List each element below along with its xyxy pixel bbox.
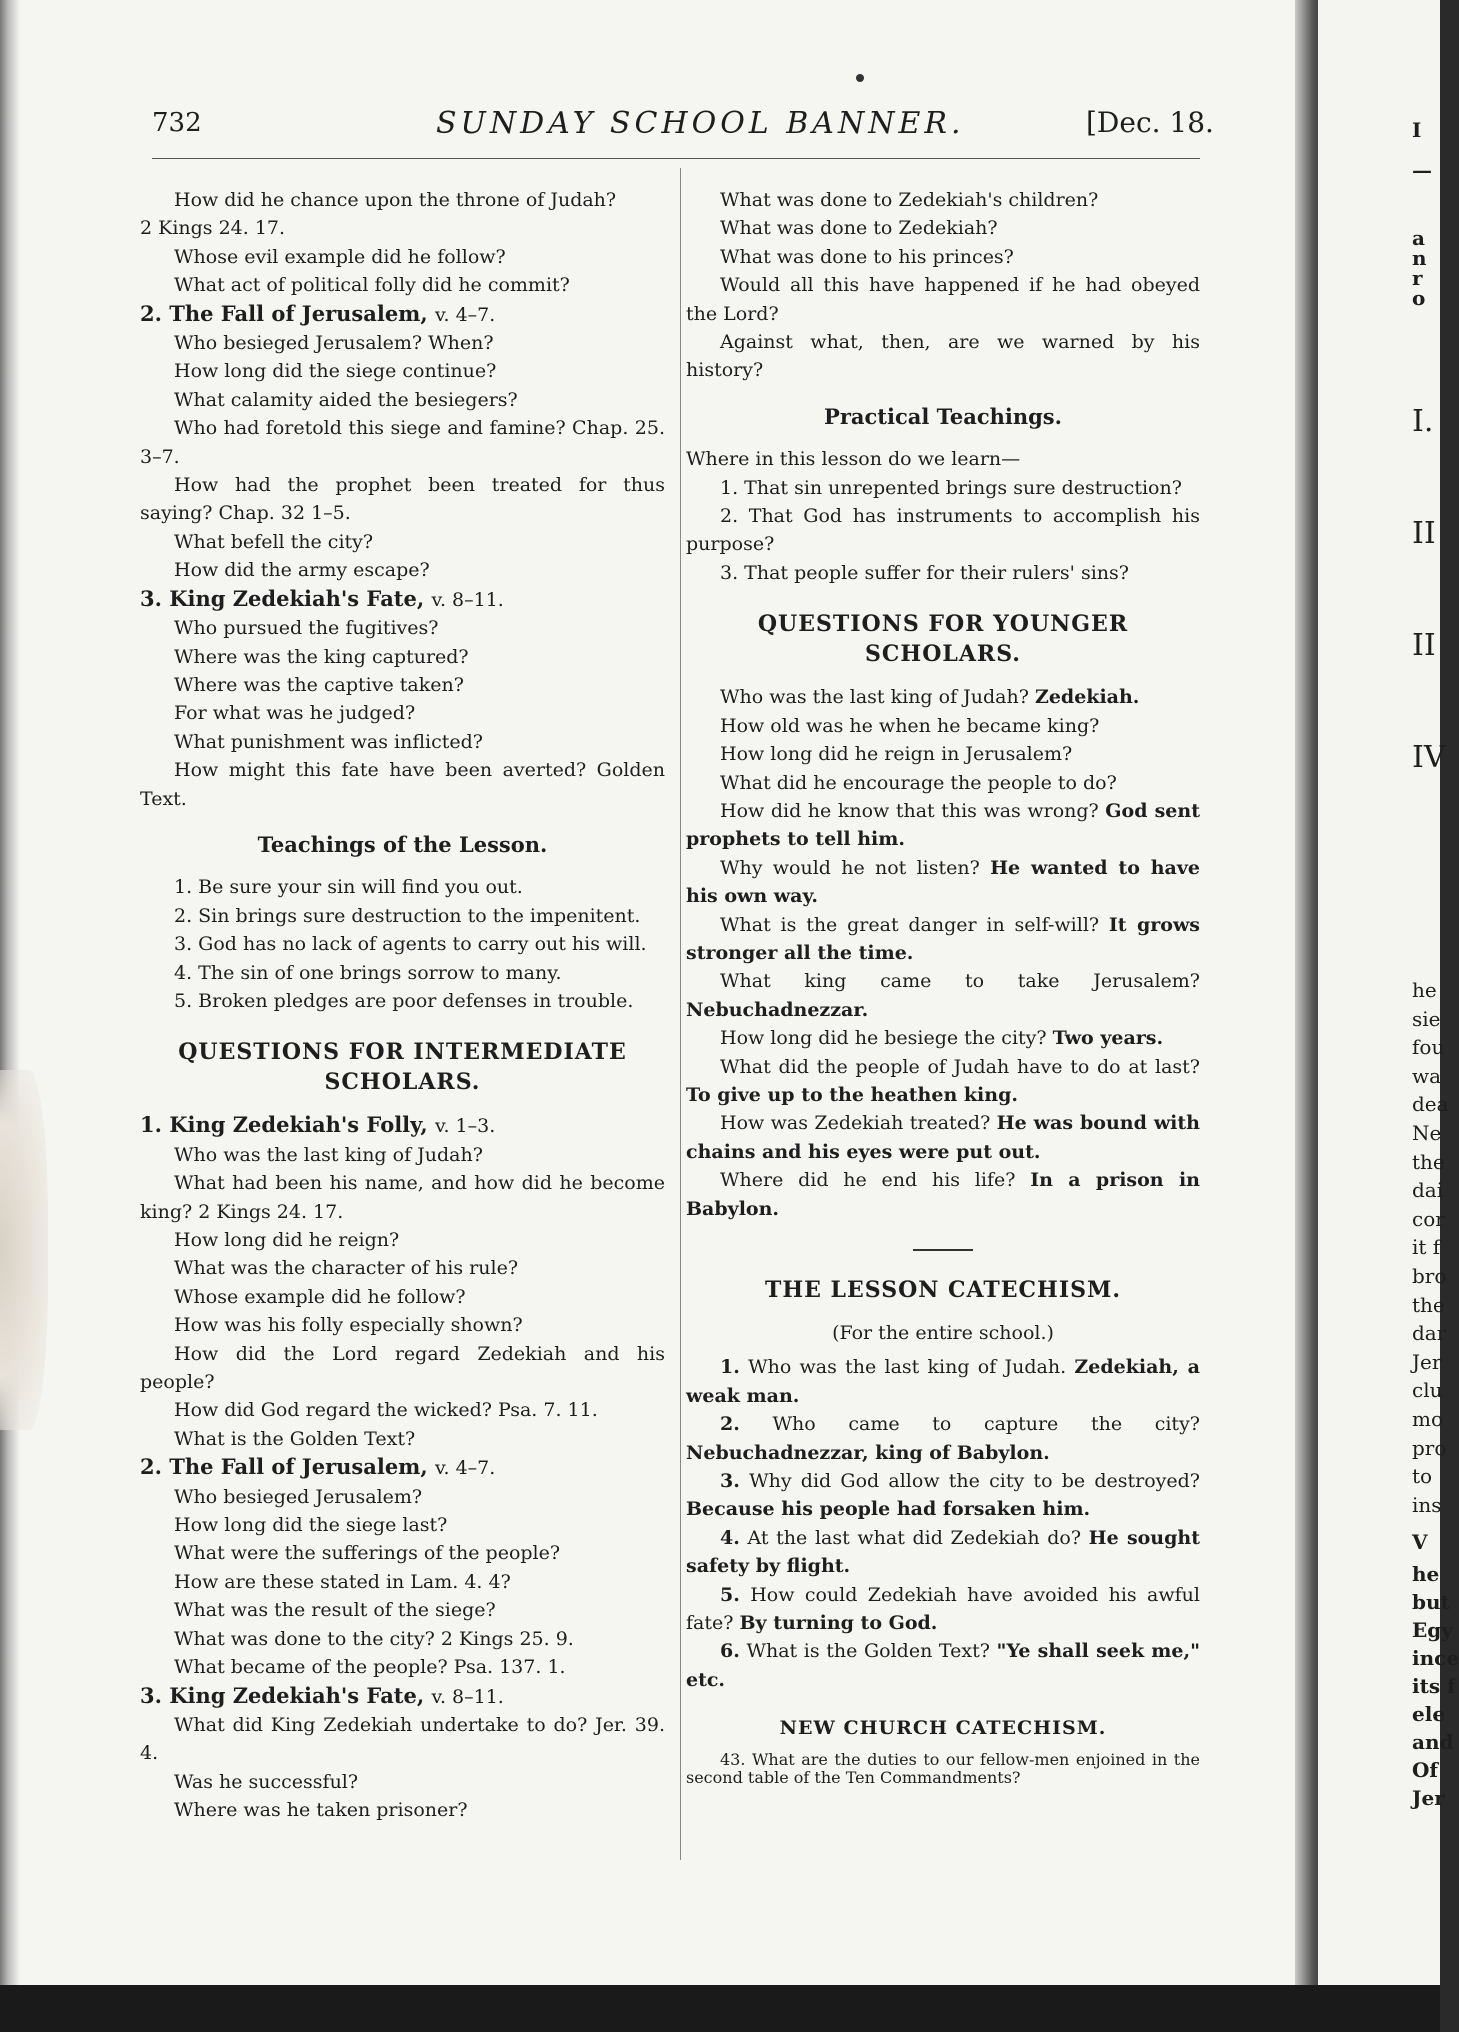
fragment-word: Ne — [1412, 1121, 1442, 1145]
question-line — [140, 643, 665, 671]
question-line — [140, 1625, 665, 1653]
question-line — [140, 528, 665, 556]
question-text: What is the Golden Text? — [746, 1640, 990, 1663]
item-number: 1. — [720, 1356, 740, 1379]
question-text: Who pursued the fugitives? — [174, 617, 439, 640]
teaching-item: 4. The sin of one brings sorrow to many. — [174, 961, 562, 984]
right-column — [686, 186, 1200, 1787]
teaching-item: 2. Sin brings sure destruction to the impenitent. — [174, 904, 641, 927]
catechism-heading: THE LESSON CATECHISM. — [764, 1277, 1122, 1303]
question-text: How did God regard the wicked? Psa. 7. 11. — [174, 1399, 598, 1422]
paper-stain — [0, 1070, 48, 1430]
qa-line — [686, 1109, 1200, 1166]
intermediate-question-block — [140, 1111, 665, 1824]
catechism-subheading: (For the entire school.) — [832, 1322, 1054, 1344]
fragment-word: fou — [1412, 1035, 1445, 1060]
question-line — [686, 186, 1200, 214]
answer-text: In a prison in Babylon. — [686, 1169, 1200, 1220]
question-text: Where was the captive taken? — [174, 673, 464, 696]
fragment-word: Of — [1412, 1758, 1439, 1782]
answer-text: He was bound with chains and his eyes were put out. — [686, 1112, 1200, 1163]
teaching-item: 1. Be sure your sin will find you out. — [174, 876, 523, 899]
teachings-list — [140, 873, 665, 1015]
question-text: Why did God allow the city to be destroyed? — [749, 1470, 1200, 1493]
fragment-word: its f — [1412, 1674, 1456, 1698]
question-line — [140, 471, 665, 528]
issue-date: [Dec. 18. — [1086, 106, 1214, 139]
fragment-word: mo — [1412, 1407, 1444, 1431]
question-text: How was his folly especially shown? — [174, 1314, 523, 1337]
practical-heading: Practical Teachings. — [824, 403, 1062, 429]
catechism-item — [686, 1581, 1200, 1638]
item-number: 2. — [720, 1413, 740, 1436]
question-text: What was the result of the siege? — [174, 1599, 496, 1622]
question-line — [140, 1340, 665, 1397]
question-text: How did he know that this was wrong? — [720, 799, 1099, 822]
question-text: What did he encourage the people to do? — [720, 771, 1117, 794]
qa-line — [686, 911, 1200, 968]
fragment-letter: a — [1412, 226, 1425, 250]
question-text: Was he successful? — [174, 1770, 359, 1793]
fragment-word: dea — [1412, 1092, 1449, 1117]
question-line — [140, 271, 665, 299]
question-line — [140, 1768, 665, 1796]
left-column — [140, 186, 665, 1825]
fragment-numeral: II — [1412, 516, 1436, 551]
new-church-heading: NEW CHURCH CATECHISM. — [779, 1717, 1107, 1740]
fragment-letter: n — [1412, 246, 1427, 270]
fragment-word: Jer — [1412, 1349, 1442, 1374]
fragment-word: the — [1412, 1292, 1445, 1317]
practical-intro: Where in this lesson do we learn— — [686, 448, 1021, 471]
catechism-item — [686, 1524, 1200, 1581]
fragment-word: clu — [1412, 1378, 1443, 1403]
fragment-numeral: IV — [1412, 740, 1446, 775]
question-text: Who had foretold this siege and famine? Chap. 25. 3–7. — [140, 417, 665, 468]
answer-text: Because his people had forsaken him. — [686, 1498, 1091, 1521]
question-text: What became of the people? Psa. 137. 1. — [174, 1656, 566, 1679]
question-line — [140, 357, 665, 385]
question-line — [140, 671, 665, 699]
question-text: Whose example did he follow? — [174, 1285, 466, 1308]
question-text: What punishment was inflicted? — [174, 730, 483, 753]
question-line — [140, 1483, 665, 1511]
question-text: Who besieged Jerusalem? — [174, 1485, 423, 1508]
question-text: How had the prophet been treated for thus saying? Chap. 32 1–5. — [140, 474, 665, 525]
fragment-word: to — [1412, 1464, 1433, 1489]
answer-text: Zedekiah, a weak man. — [686, 1356, 1200, 1407]
right-question-block — [686, 186, 1200, 385]
fragment-word: bro — [1412, 1264, 1447, 1288]
item-number: 3. — [720, 1470, 740, 1493]
section-heading — [140, 585, 665, 614]
verse-range: v. 8–11. — [431, 588, 504, 611]
fragment-numeral: I. — [1412, 404, 1434, 439]
fragment-letter: I — [1412, 118, 1422, 142]
question-line — [140, 1796, 665, 1824]
qa-line — [686, 854, 1200, 911]
question-text: What was done to the city? 2 Kings 25. 9. — [174, 1627, 574, 1650]
question-line — [140, 756, 665, 813]
question-line — [140, 186, 665, 214]
catechism-list — [686, 1353, 1200, 1694]
question-text: Who was the last king of Judah? — [720, 686, 1029, 709]
answer-text: He wanted to have his own way. — [686, 856, 1200, 908]
verse-range: v. 8–11. — [431, 1685, 504, 1708]
section-title: 1. King Zedekiah's Folly, — [140, 1112, 428, 1138]
answer-text: Nebuchadnezzar. — [686, 998, 869, 1021]
fragment-word: but — [1412, 1590, 1450, 1614]
section-title: 3. King Zedekiah's Fate, — [140, 1682, 425, 1708]
fragment-word: ins — [1412, 1492, 1442, 1517]
question-text: What had been his name, and how did he become king? 2 Kings 24. 17. — [140, 1172, 665, 1223]
left-question-block — [140, 186, 665, 813]
question-line — [140, 556, 665, 584]
column-rule — [680, 168, 681, 1860]
question-line — [686, 328, 1200, 385]
question-text: What was the character of his rule? — [174, 1257, 519, 1280]
section-title: 2. The Fall of Jerusalem, — [140, 300, 428, 326]
question-text: How long did he besiege the city? — [720, 1027, 1047, 1050]
question-line — [140, 699, 665, 727]
practical-item: 2. That God has instruments to accomplish his purpose? — [686, 505, 1200, 556]
answer-text: To give up to the heathen king. — [686, 1083, 1018, 1106]
question-text: Where did he end his life? — [720, 1169, 1016, 1192]
qa-line — [686, 712, 1200, 740]
item-number: 6. — [720, 1640, 740, 1663]
question-text: What was done to his princes? — [720, 245, 1014, 268]
question-text: Who was the last king of Judah? — [174, 1143, 483, 1166]
qa-line — [686, 1166, 1200, 1223]
question-line — [140, 386, 665, 414]
answer-text: It grows stronger all the time. — [686, 913, 1200, 964]
question-text: How long did he reign? — [174, 1229, 400, 1251]
question-line — [140, 1425, 665, 1453]
qa-line — [686, 740, 1200, 768]
header-rule — [152, 158, 1200, 159]
fragment-word: wa — [1412, 1063, 1442, 1088]
question-text: What calamity aided the besiegers? — [174, 388, 518, 411]
answer-text: By turning to God. — [739, 1612, 938, 1635]
question-line — [140, 243, 665, 271]
qa-line — [686, 797, 1200, 854]
question-text: What is the Golden Text? — [174, 1427, 416, 1450]
qa-line — [686, 967, 1200, 1024]
question-line — [140, 614, 665, 642]
question-text: What did King Zedekiah undertake to do? Jer. 39. 4. — [140, 1713, 665, 1765]
fragment-word: he — [1412, 1562, 1440, 1586]
question-text: Where was the king captured? — [174, 645, 469, 668]
fragment-word: pro — [1412, 1435, 1447, 1460]
question-text: How was Zedekiah treated? — [720, 1112, 991, 1135]
question-text: How are these stated in Lam. 4. 4? — [174, 1570, 511, 1593]
question-text: How might this fate have been averted? Golden Text. — [140, 759, 665, 810]
section-heading — [140, 1111, 665, 1140]
catechism-item — [686, 1637, 1200, 1694]
question-text: How did the army escape? — [174, 559, 430, 582]
section-title: 3. King Zedekiah's Fate, — [140, 585, 425, 611]
question-line — [140, 1283, 665, 1311]
fragment-word: sie — [1412, 1006, 1441, 1031]
answer-text: He sought safety by flight. — [686, 1526, 1200, 1578]
section-heading — [140, 1682, 665, 1711]
practical-item: 1. That sin unrepented brings sure destruction? — [720, 476, 1182, 499]
fragment-word: dar — [1412, 1321, 1447, 1346]
question-text: How did he chance upon the throne of Judah? — [174, 189, 617, 211]
page-edge — [0, 0, 20, 1985]
question-text: What was done to Zedekiah's children? — [720, 189, 1099, 211]
question-line — [140, 1254, 665, 1282]
question-line — [140, 1568, 665, 1596]
fragment-word: and — [1412, 1730, 1454, 1754]
answer-text: Nebuchadnezzar, king of Babylon. — [686, 1441, 1050, 1464]
question-text: What did the people of Judah have to do at last? — [720, 1055, 1200, 1078]
section-heading — [140, 1453, 665, 1482]
question-text: How old was he when he became king? — [720, 714, 1100, 737]
question-line — [140, 1596, 665, 1624]
teaching-item: 5. Broken pledges are poor defenses in trouble. — [174, 989, 634, 1012]
question-line — [140, 329, 665, 357]
question-text: At the last what did Zedekiah do? — [747, 1526, 1082, 1549]
question-text: How did the Lord regard Zedekiah and his people? — [140, 1342, 665, 1394]
question-text: Who besieged Jerusalem? When? — [174, 332, 494, 355]
question-line — [140, 1226, 665, 1254]
facing-page-fragment — [1318, 0, 1459, 1985]
fragment-word: the — [1412, 1149, 1445, 1174]
fragment-word: ele — [1412, 1702, 1446, 1726]
verse-range: v. 4–7. — [435, 1457, 496, 1480]
question-line — [140, 414, 665, 471]
question-text: What were the sufferings of the people? — [174, 1542, 561, 1565]
question-line — [140, 1396, 665, 1424]
question-text: How long did he reign in Jerusalem? — [720, 743, 1073, 766]
section-heading — [140, 300, 665, 329]
younger-question-block — [686, 683, 1200, 1223]
question-text: How could Zedekiah have avoided his awful fate? — [686, 1583, 1200, 1635]
fragment-letter: — — [1412, 158, 1432, 182]
question-text: Against what, then, are we warned by his history? — [686, 331, 1200, 382]
answer-text: God sent prophets to tell him. — [686, 799, 1200, 851]
fragment-letter: r — [1412, 266, 1423, 290]
answer-text: Zedekiah. — [1034, 686, 1140, 709]
section-title: 2. The Fall of Jerusalem, — [140, 1454, 428, 1480]
catechism-item — [686, 1410, 1200, 1467]
fragment-word: V — [1412, 1530, 1428, 1554]
question-text: Who was the last king of Judah. — [748, 1356, 1067, 1379]
fragment-letter: o — [1412, 286, 1426, 310]
question-line — [140, 1539, 665, 1567]
intermediate-heading: QUESTIONS FOR INTERMEDIATE SCHOLARS. — [178, 1039, 627, 1096]
catechism-item — [686, 1467, 1200, 1524]
fragment-numeral: II — [1412, 628, 1436, 663]
question-text: What befell the city? — [174, 530, 374, 553]
question-line — [686, 214, 1200, 242]
fragment-word: Egy — [1412, 1618, 1453, 1642]
practical-item: 3. That people suffer for their rulers' sins? — [720, 561, 1129, 584]
question-line — [140, 1311, 665, 1339]
question-text: How long did the siege continue? — [174, 360, 497, 383]
qa-line — [686, 769, 1200, 797]
question-text: Who came to capture the city? — [772, 1413, 1200, 1436]
qa-line — [686, 1024, 1200, 1052]
question-line — [140, 1169, 665, 1226]
fragment-word: dai — [1412, 1178, 1444, 1203]
fragment-word: he — [1412, 978, 1437, 1002]
question-text: How long did the siege last? — [174, 1514, 448, 1537]
page-number: 732 — [152, 108, 202, 138]
ink-dot — [856, 74, 864, 82]
fragment-word: Jer — [1412, 1786, 1445, 1810]
running-title: SUNDAY SCHOOL BANNER. — [436, 106, 965, 141]
question-line — [140, 1653, 665, 1681]
question-line — [140, 1711, 665, 1768]
question-text: What king came to take Jerusalem? — [720, 970, 1200, 993]
question-text: Whose evil example did he follow? — [174, 245, 506, 268]
question-text: Where was he taken prisoner? — [174, 1799, 468, 1822]
question-text: Would all this have happened if he had obeyed the Lord? — [686, 274, 1200, 325]
practical-list — [686, 474, 1200, 588]
question-line — [140, 728, 665, 756]
fragment-word: cor — [1412, 1206, 1445, 1231]
fragment-word: it f — [1412, 1235, 1441, 1260]
question-text: 2 Kings 24. 17. — [140, 217, 286, 240]
verse-range: v. 1–3. — [434, 1115, 496, 1138]
question-text: What act of political folly did he commit? — [174, 274, 570, 297]
fragment-word: ince — [1412, 1646, 1459, 1670]
younger-heading: QUESTIONS FOR YOUNGER SCHOLARS. — [757, 611, 1129, 668]
new-church-question: 43. What are the duties to our fellow-men enjoined in the second table of the Ten Commandments? — [686, 1749, 1200, 1787]
answer-text: "Ye shall seek me," etc. — [686, 1640, 1201, 1691]
teaching-item: 3. God has no lack of agents to carry out his will. — [174, 933, 647, 956]
question-line — [686, 243, 1200, 271]
section-divider — [913, 1249, 973, 1251]
question-line — [140, 214, 665, 242]
question-text: Why would he not listen? — [720, 856, 980, 879]
verse-range: v. 4–7. — [435, 303, 496, 326]
item-number: 5. — [720, 1583, 740, 1606]
catechism-item — [686, 1353, 1200, 1410]
question-text: For what was he judged? — [174, 702, 416, 725]
question-line — [140, 1141, 665, 1169]
scan-border — [0, 1985, 1440, 2032]
question-line — [686, 271, 1200, 328]
question-line — [140, 1511, 665, 1539]
teachings-heading: Teachings of the Lesson. — [257, 831, 548, 857]
qa-line — [686, 1053, 1200, 1110]
item-number: 4. — [720, 1526, 740, 1549]
question-text: What was done to Zedekiah? — [720, 217, 998, 240]
question-text: What is the great danger in self-will? — [720, 913, 1100, 936]
qa-line — [686, 683, 1200, 711]
answer-text: Two years. — [1052, 1027, 1164, 1050]
